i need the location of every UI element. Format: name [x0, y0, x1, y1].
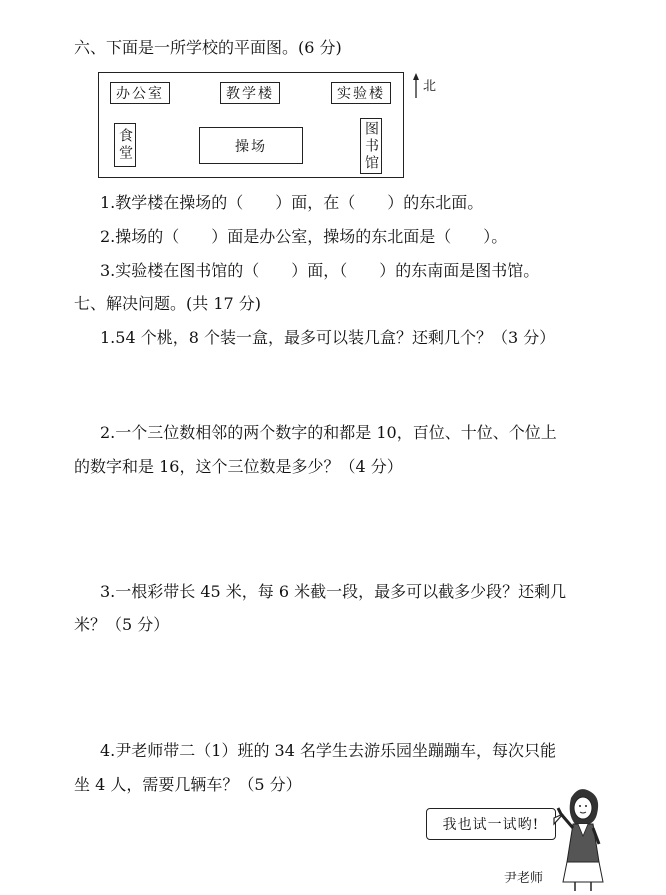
- problem-4-line2: 坐 4 人，需要几辆车？（5 分）: [74, 775, 302, 794]
- problem-3-line1: 3.一根彩带长 45 米，每 6 米截一段，最多可以截多少段？还剩几: [100, 582, 567, 601]
- section6-q1: 1.教学楼在操场的（ ）面，在（ ）的东北面。: [100, 193, 484, 212]
- map-lab-building: 实验楼: [331, 82, 391, 104]
- teacher-label: 尹老师: [504, 871, 544, 886]
- problem-2-line2: 的数字和是 16，这个三位数是多少？（4 分）: [74, 457, 403, 476]
- map-office: 办公室: [110, 82, 170, 104]
- section6-heading: 六、下面是一所学校的平面图。(6 分): [74, 38, 342, 57]
- problem-3-line2: 米？（5 分）: [74, 615, 170, 634]
- map-library: 图书馆: [360, 118, 382, 174]
- teacher-illustration-icon: [545, 784, 615, 892]
- section6-q2: 2.操场的（ ）面是办公室，操场的东北面是（ ）。: [100, 227, 508, 246]
- speech-bubble: 我也试一试哟!: [426, 808, 556, 840]
- map-canteen: 食堂: [114, 123, 136, 167]
- problem-4-line1: 4.尹老师带二（1）班的 34 名学生去游乐园坐蹦蹦车，每次只能: [100, 741, 556, 760]
- map-teaching-building: 教学楼: [220, 82, 280, 104]
- section7-heading: 七、解决问题。(共 17 分): [74, 294, 262, 313]
- problem-1: 1.54 个桃，8 个装一盒，最多可以装几盒？还剩几个？（3 分）: [100, 328, 556, 347]
- problem-2-line1: 2.一个三位数相邻的两个数字的和都是 10，百位、十位、个位上: [100, 423, 557, 442]
- map-playground: 操场: [199, 127, 303, 164]
- north-label: 北: [423, 79, 437, 94]
- section6-q3: 3.实验楼在图书馆的（ ）面，（ ）的东南面是图书馆。: [100, 261, 540, 280]
